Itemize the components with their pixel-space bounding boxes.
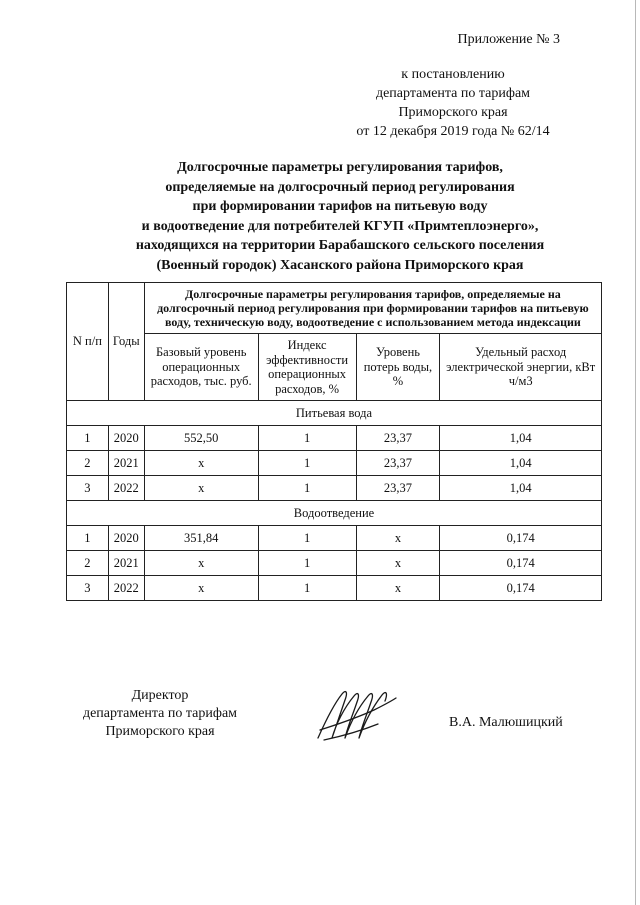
- cell-base: х: [144, 476, 258, 501]
- table-row: [67, 476, 602, 501]
- header-years: Годы: [108, 283, 144, 401]
- title-line: определяемые на долгосрочный период регулирования: [165, 179, 515, 195]
- title-line: (Военный городок) Хасанского района Приморского края: [156, 257, 524, 273]
- handwritten-signature: [312, 680, 402, 750]
- cell-energy: 0,174: [440, 576, 602, 601]
- cell-energy: 1,04: [440, 476, 602, 501]
- cell-index: 1: [258, 426, 356, 451]
- cell-loss: х: [356, 551, 440, 576]
- cell-index: 1: [258, 576, 356, 601]
- document-title: [100, 158, 580, 275]
- title-line: Долгосрочные параметры регулирования тарифов,: [177, 160, 503, 175]
- section-drinking-water: Питьевая вода: [67, 401, 602, 426]
- cell-base: х: [144, 451, 258, 476]
- header-group: Долгосрочные параметры регулирования тарифов, определяемые на долгосрочный период регулирования при формировании тарифов на питьевую воду, техническую воду, водоотведение с использованием метода индексации: [144, 283, 601, 334]
- position-line: Директор: [131, 688, 189, 703]
- cell-loss: х: [356, 526, 440, 551]
- cell-loss: 23,37: [356, 451, 440, 476]
- cell-base: 351,84: [144, 526, 258, 551]
- cell-energy: 1,04: [440, 426, 602, 451]
- cell-energy: 0,174: [440, 551, 602, 576]
- cell-index: 1: [258, 526, 356, 551]
- annex-block: [318, 30, 588, 141]
- cell-year: 2021: [108, 451, 144, 476]
- annex-line: к постановлению: [401, 67, 505, 82]
- cell-index: 1: [258, 476, 356, 501]
- cell-base: х: [144, 551, 258, 576]
- title-line: при формировании тарифов на питьевую воду: [192, 199, 488, 214]
- cell-base: х: [144, 576, 258, 601]
- cell-number: 1: [67, 526, 109, 551]
- position-line: Приморского края: [105, 724, 215, 739]
- cell-number: 3: [67, 476, 109, 501]
- page-edge-line: [635, 0, 636, 905]
- annex-line: от 12 декабря 2019 года № 62/14: [356, 124, 550, 139]
- cell-year: 2022: [108, 476, 144, 501]
- cell-year: 2020: [108, 526, 144, 551]
- cell-index: 1: [258, 451, 356, 476]
- cell-loss: х: [356, 576, 440, 601]
- table-row: [67, 426, 602, 451]
- table-row: [67, 451, 602, 476]
- header-number: N п/п: [67, 283, 109, 401]
- table-row: [67, 526, 602, 551]
- header-water-loss: Уровень потерь воды, %: [356, 334, 440, 401]
- cell-year: 2020: [108, 426, 144, 451]
- annex-line: Приморского края: [398, 105, 508, 120]
- cell-number: 2: [67, 551, 109, 576]
- table-row: [67, 551, 602, 576]
- header-efficiency-index: Индекс эффективности операционных расходов, %: [258, 334, 356, 401]
- annex-title: Приложение № 3: [457, 32, 560, 47]
- cell-loss: 23,37: [356, 476, 440, 501]
- section-wastewater: Водоотведение: [67, 501, 602, 526]
- table-row: [67, 576, 602, 601]
- cell-year: 2021: [108, 551, 144, 576]
- signatory-name: В.А. Малюшицкий: [449, 715, 563, 730]
- cell-index: 1: [258, 551, 356, 576]
- cell-number: 1: [67, 426, 109, 451]
- parameters-table: [66, 282, 602, 601]
- header-base-level: Базовый уровень операционных расходов, тыс. руб.: [144, 334, 258, 401]
- cell-energy: 1,04: [440, 451, 602, 476]
- title-line: находящихся на территории Барабашского сельского поселения: [135, 238, 545, 253]
- cell-energy: 0,174: [440, 526, 602, 551]
- title-line: и водоотведение для потребителей КГУП «Примтеплоэнерго»,: [141, 218, 539, 234]
- cell-base: 552,50: [144, 426, 258, 451]
- annex-line: департамента по тарифам: [375, 86, 531, 101]
- cell-number: 3: [67, 576, 109, 601]
- cell-number: 2: [67, 451, 109, 476]
- header-energy-consumption: Удельный расход электрической энергии, кВт ч/м3: [440, 334, 602, 401]
- cell-loss: 23,37: [356, 426, 440, 451]
- cell-year: 2022: [108, 576, 144, 601]
- position-line: департамента по тарифам: [82, 706, 238, 721]
- signatory-position: [60, 687, 260, 741]
